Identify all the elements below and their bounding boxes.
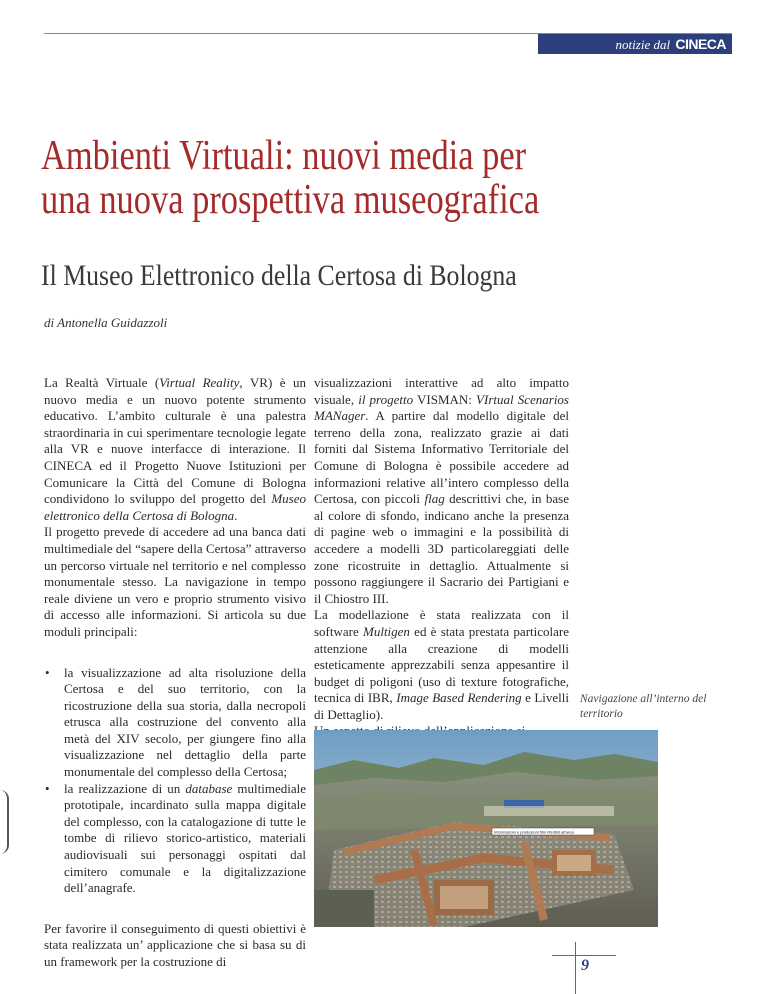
page-number: 9: [581, 957, 589, 974]
figure-caption: Navigazione all’interno del territorio: [580, 693, 707, 720]
paragraph: visualizzazioni interattive ad alto impatto visuale, il progetto VISMAN: VIrtual Scenarios MANager. A partire dal modello digitale del terreno della zona, realizzato grazie ai dati forniti dal Sistema Informativo Territoriale del Comune di Bologna è possibile accedere ad informazioni relative all’intero complesso della Certosa, con piccoli flag descrittivi che, in base al colore di sfondo, indicano anche la presenza di pagine web o immagini e la possibilità di accedere a modelli 3D particolareggiati delle zone ricostruite in dettaglio. Attualmente si possono raggiungere il Sacrario dei Partigiani e il Chiostro III.: [314, 375, 569, 606]
paragraph: Il progetto prevede di accedere ad una banca dati multimediale del “sapere della Certosa” attraverso un percorso virtuale nel territorio e nel complesso monumentale stesso. La navigazione in tempo reale diviene un vero e proprio strumento visivo di accesso alle informazioni. Si articola su due moduli principali:: [44, 524, 306, 639]
virtual-territory-render: [314, 730, 658, 927]
section-kicker: notizie dal: [615, 37, 671, 52]
list-item: • la realizzazione di un database multimediale prototipale, incardinato sulla mappa digitale del complesso, con la catalogazione di tutte le tombe di rilievo storico-artistico, materiali audiovisuali sui personaggi ospitati dal cimitero comunale e la digitalizzazione dell’anagrafe.: [44, 781, 306, 897]
paragraph: Per favorire il conseguimento di questi obiettivi è stata realizzata un’ applicazione che si basa su di un framework per la costruzione di: [44, 920, 306, 969]
article-title-line-2: una nuova prospettiva museografica: [41, 177, 540, 223]
body-column-left: [44, 375, 306, 971]
paragraph: La Realtà Virtuale (Virtual Reality, VR) è un nuovo media e un nuovo potente strumento educativo. L’ambito culturale è una palestra straordinaria in cui sperimentare tecnologie legate alla VR e nuove interfacce di interazione. Il CINECA ed il Progetto Nuove Istituzioni per Comunicare la Città del Comune di Bologna condividono lo sviluppo del progetto del Museo elettronico della Certosa di Bologna.: [44, 375, 307, 523]
article-byline: di Antonella Guidazzoli: [44, 315, 168, 330]
body-column-right: [314, 375, 569, 740]
paragraph: La modellazione è stata realizzata con il software Multigen ed è stata prestata particolare attenzione alla creazione di modelli esteticamente apprezzabili senza appesantire il budget di poligoni (uso di texture fotografiche, tecnica di IBR, Image Based Rendering e Livelli di Dettaglio).: [314, 607, 569, 722]
article-subtitle: Il Museo Elettronico della Certosa di Bologna: [41, 259, 517, 292]
bullet-list: [44, 665, 306, 897]
list-item: • la visualizzazione ad alta risoluzione della Certosa e del suo territorio, con la ricostruzione della sua storia, dalla necropoli etrusca alla costruzione del convento alla metà del XIV secolo, per giungere fino alla visualizzazione nel dettaglio della parte monumentale del complesso della Certosa;: [44, 665, 306, 781]
article-title: [41, 133, 540, 223]
section-header-bar: [538, 34, 732, 54]
article-title-line-1: Ambienti Virtuali: nuovi media per: [41, 133, 527, 179]
info-flag-label: Informazioni e produzioni film riferibili all’area: [494, 829, 574, 835]
page-number-rule-vertical: [575, 942, 576, 994]
page-number-rule: [552, 955, 616, 956]
binding-mark: [0, 790, 9, 854]
cineca-logo: CINECA: [675, 36, 726, 52]
